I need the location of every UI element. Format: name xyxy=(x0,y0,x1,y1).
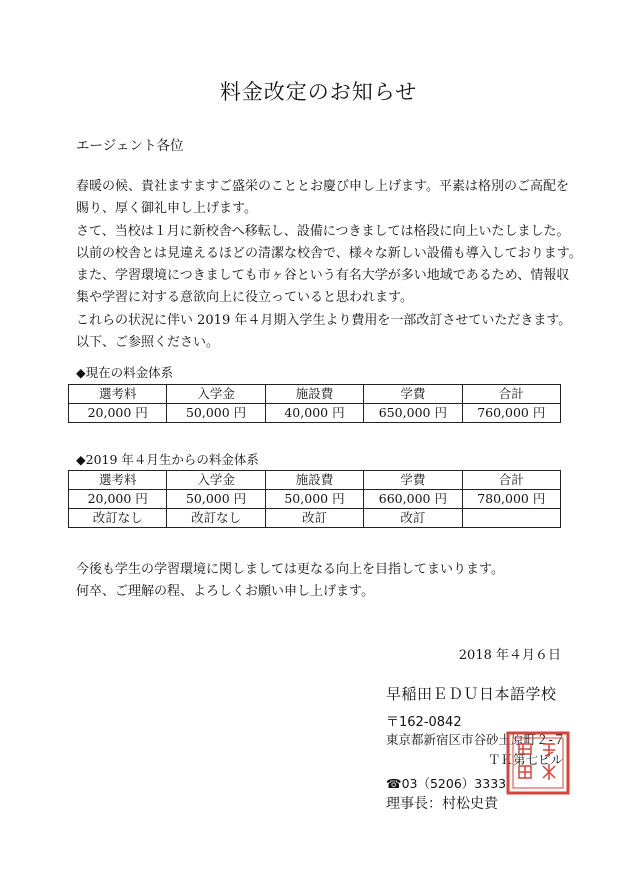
school-info xyxy=(386,683,586,812)
header-cell: 入学金 xyxy=(167,385,265,404)
closing-text xyxy=(76,559,504,603)
director-name: 理事長：村松史貴 xyxy=(386,796,498,812)
body-line: また、学習環境につきましても市ヶ谷という有名大学が多い地域であるため、情報収 xyxy=(76,268,570,284)
new-fees-table xyxy=(68,470,561,528)
body-text xyxy=(76,176,582,354)
closing-line: 何卒、ご理解の程、よろしくお願い申し上げます。 xyxy=(76,584,374,599)
body-line: 集や学習に対する意欲向上に役立っていると思われます。 xyxy=(76,290,413,306)
value-cell: 20,000 円 xyxy=(69,404,167,423)
current-fees-table xyxy=(68,384,561,423)
body-line: 賜り、厚く御礼申し上げます。 xyxy=(76,201,257,217)
table-row xyxy=(69,509,561,528)
revision-cell: 改訂 xyxy=(265,509,363,528)
table-header-row xyxy=(69,471,561,490)
body-line: これらの状況に伴い 2019 年４月期入学生より費用を一部改訂させていただきます。 xyxy=(76,312,572,328)
body-line: 以下、ご参照ください。 xyxy=(76,335,220,351)
table-row xyxy=(69,404,561,423)
postal-code: 〒162-0842 xyxy=(386,715,462,730)
company-seal-icon xyxy=(505,730,571,796)
seal-border xyxy=(508,733,568,793)
value-cell: 20,000 円 xyxy=(69,490,167,509)
value-cell: 50,000 円 xyxy=(167,404,265,423)
seal-glyph xyxy=(519,766,531,778)
school-name: 早稲田ＥＤＵ日本語学校 xyxy=(386,685,557,703)
value-cell: 780,000 円 xyxy=(462,490,560,509)
new-fees-title: ◆2019 年４月生からの料金体系 xyxy=(76,452,259,467)
header-cell: 学費 xyxy=(364,471,462,490)
seal-glyph xyxy=(543,764,555,780)
closing-line: 今後も学生の学習環境に関しましては更なる向上を目指してまいります。 xyxy=(76,562,504,577)
revision-cell: 改訂なし xyxy=(167,509,265,528)
header-cell: 選考料 xyxy=(69,471,167,490)
table-header-row xyxy=(69,385,561,404)
value-cell: 760,000 円 xyxy=(462,404,560,423)
page-title: 料金改定のお知らせ xyxy=(219,80,418,104)
seal-glyph xyxy=(543,744,555,756)
value-cell: 40,000 円 xyxy=(265,404,363,423)
revision-cell: 改訂 xyxy=(364,509,462,528)
header-cell: 学費 xyxy=(364,385,462,404)
value-cell: 50,000 円 xyxy=(265,490,363,509)
value-cell: 650,000 円 xyxy=(364,404,462,423)
current-fees-title: ◆現在の料金体系 xyxy=(76,365,174,380)
body-line: さて、当校は１月に新校舎へ移転し、設備につきましては格段に向上いたしました。 xyxy=(76,223,570,239)
seal-glyph xyxy=(519,744,531,754)
header-cell: 合計 xyxy=(462,471,560,490)
seal-inner-border xyxy=(513,738,563,788)
header-cell: 合計 xyxy=(462,385,560,404)
body-line: 春暖の候、貴社ますますご盛栄のこととお慶び申し上げます。平素は格別のご高配を xyxy=(76,179,569,194)
header-cell: 施設費 xyxy=(265,471,363,490)
header-cell: 施設費 xyxy=(265,385,363,404)
value-cell: 50,000 円 xyxy=(167,490,265,509)
revision-cell xyxy=(462,509,560,528)
value-cell: 660,000 円 xyxy=(364,490,462,509)
phone-number: ☎03（5206）3333 xyxy=(386,776,507,791)
address-line-1: 東京都新宿区市谷砂土原町２-７ xyxy=(386,732,566,747)
address-line-2: ＴＫ第七ビル xyxy=(488,752,564,767)
body-line: 以前の校舎とは見違えるほどの清潔な校舎で、様々な新しい設備も導入しております。 xyxy=(76,245,582,261)
revision-cell: 改訂なし xyxy=(69,509,167,528)
issue-date: 2018 年４月６日 xyxy=(458,648,561,663)
header-cell: 入学金 xyxy=(167,471,265,490)
table-row xyxy=(69,490,561,509)
addressee: エージェント各位 xyxy=(76,138,184,154)
header-cell: 選考料 xyxy=(69,385,167,404)
